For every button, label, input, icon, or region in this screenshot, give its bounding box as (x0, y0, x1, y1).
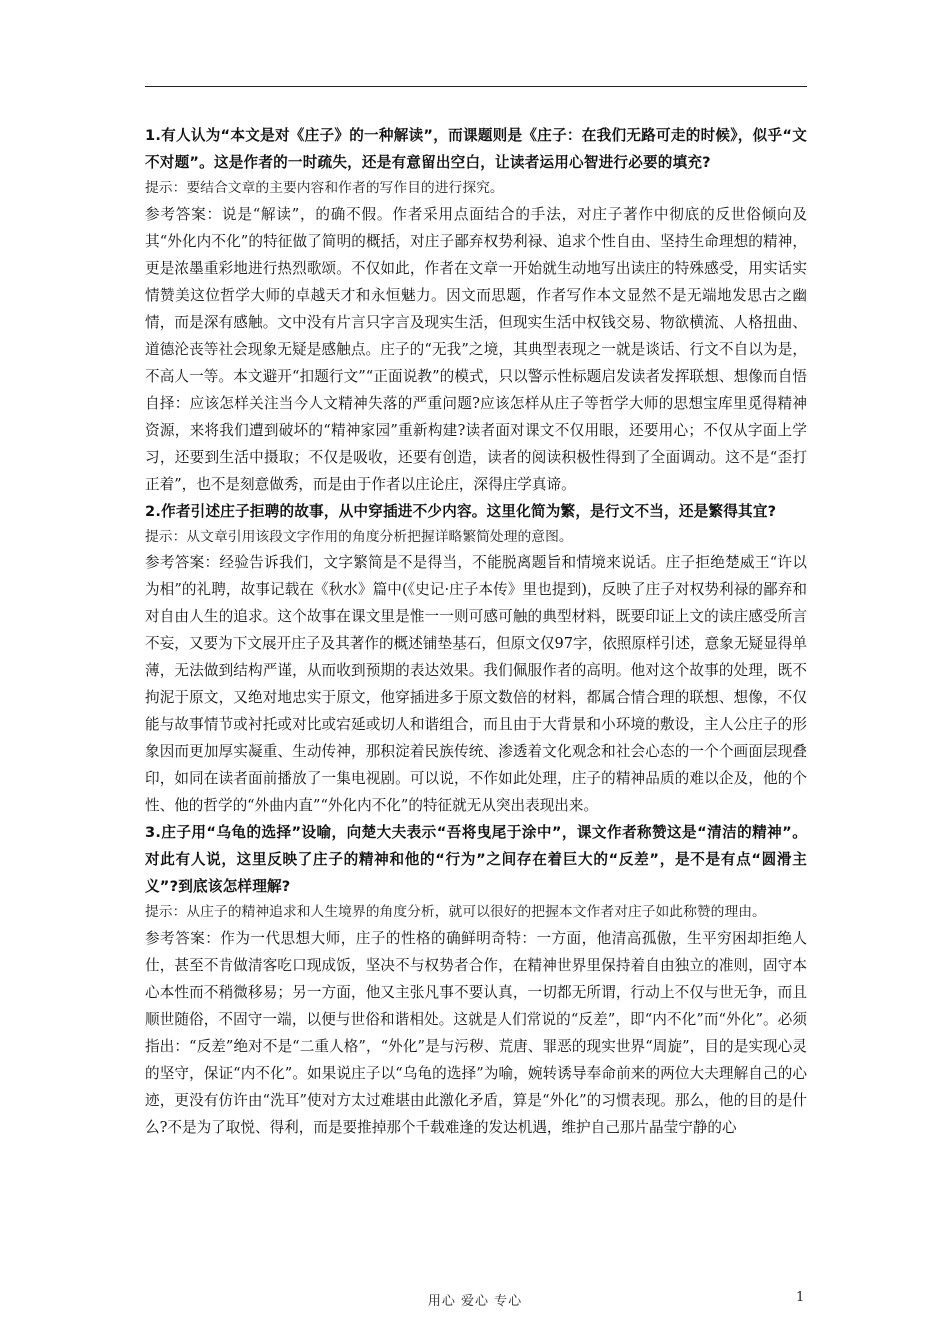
question-2: 2.作者引述庄子拒聘的故事，从中穿插进不少内容。这里化简为繁，是行文不当，还是繁得其宜? (145, 502, 777, 520)
question-1: 1.有人认为“本文是对《庄子》的一种解读”，而课题则是《庄子：在我们无路可走的时候》，似乎“文不对题”。这是作者的一时疏失，还是有意留出空白，让读者运用心智进行必要的填充? (145, 127, 807, 171)
hint-1: 提示：要结合文章的主要内容和作者的写作目的进行探究。 (145, 180, 504, 196)
question-3: 3.庄子用“乌龟的选择”设喻，向楚大夫表示“吾将曳尾于涂中”，课文作者称赞这是“清洁的精神”。对此有人说，这里反映了庄子的精神和他的“行为”之间存在着巨大的“反差”，是不是有点“圆滑主义”?到底该怎样理解? (145, 824, 807, 895)
answer-2: 参考答案：经验告诉我们，文字繁简是不是得当，不能脱离题旨和情境来说话。庄子拒绝楚威王“许以为相”的礼聘，故事记载在《秋水》篇中(《史记·庄子本传》里也提到)，反映了庄子对权势利禄的鄙弃和对自由人生的追求。这个故事在课文里是惟一一则可感可触的典型材料，既要印证上文的读庄感受所言不妄，又要为下文展开庄子及其著作的概述铺垫基石，但原文仅97字，依照原样引述，意象无疑显得单薄，无法做到结构严谨，从而收到预期的表达效果。我们佩服作者的高明。他对这个故事的处理，既不拘泥于原文，又绝对地忠实于原文，他穿插进多于原文数倍的材料，都属合情合理的联想、想像，不仅能与故事情节或衬托或对比或宕延或切人和谐组合，而且由于大背景和小环境的敷设，主人公庄子的形象因而更加厚实凝重、生动传神，那积淀着民族传统、渗透着文化观念和社会心态的一个个画面层现叠印，如同在读者面前播放了一集电视剧。可以说，不作如此处理，庄子的精神品质的难以企及，他的个性、他的哲学的“外曲内直”“外化内不化”的特征就无从突出表现出来。 (145, 554, 807, 814)
hint-2: 提示：从文章引用该段文字作用的角度分析把握详略繁简处理的意图。 (145, 528, 573, 545)
hint-3: 提示：从庄子的精神追求和人生境界的角度分析，就可以很好的把握本文作者对庄子如此称赞的理由。 (145, 904, 766, 920)
document-body (145, 122, 807, 1141)
answer-3: 参考答案：作为一代思想大师，庄子的性格的确鲜明奇特：一方面，他清高孤傲，生平穷困却拒绝人仕，甚至不肯做清客吃口现成饭，坚决不与权势者合作，在精神世界里保持着自由独立的准则，固守本心本性而不稍微移易；另一方面，他又主张凡事不要认真，一切都无所谓，行动上不仅与世无争，而且顺世随俗，不固守一端，以便与世俗和谐相处。这就是人们常说的“反差”，即“内不化”而“外化”。必须指出：“反差”绝对不是“二重人格”，“外化”是与污秽、荒唐、罪恶的现实世界“周旋”，目的是实现心灵的坚守，保证“内不化”。如果说庄子以“乌龟的选择”为喻，婉转诱导奉命前来的两位大夫理解自己的心迹，更没有仿许由“洗耳”使对方太过难堪由此激化矛盾，算是“外化”的习惯表现。那么，他的目的是什么?不是为了取悦、得利，而是要推掉那个千载难逢的发达机遇，维护自己那片晶莹宁静的心 (145, 929, 807, 1136)
qa-item-2 (145, 498, 807, 820)
qa-item-1 (145, 122, 807, 498)
qa-item-3 (145, 819, 807, 1141)
header-rule (145, 86, 807, 87)
answer-1: 参考答案：说是“解读”，的确不假。作者采用点面结合的手法，对庄子著作中彻底的反世俗倾向及其“外化内不化”的特征做了简明的概括，对庄子鄙弃权势利禄、追求个性自由、坚持生命理想的精神，更是浓墨重彩地进行热烈歌颂。不仅如此，作者在文章一开始就生动地写出读庄的特殊感受，用实话实情赞美这位哲学大师的卓越天才和永恒魅力。因文而思题，作者写作本文显然不是无端地发思古之幽情，而是深有感触。文中没有片言只字言及现实生活，但现实生活中权钱交易、物欲横流、人格扭曲、道德沦丧等社会现象无疑是感触点。庄子的“无我”之境，其典型表现之一就是谈话、行文不自以为是，不高人一等。本文避开“扣题行文”“正面说教”的模式，只以警示性标题启发读者发挥联想、想像而自悟自择：应该怎样关注当今人文精神失落的严重问题?应该怎样从庄子等哲学大师的思想宝库里觅得精神资源，来将我们遭到破坏的“精神家园”重新构建?读者面对课文不仅用眼，还要用心；不仅从字面上学习，还要到生活中摄取；不仅是吸收，还要有创造，读者的阅读积极性得到了全面调动。这不是“歪打正着”，也不是刻意做秀，而是由于作者以庄论庄，深得庄学真谛。 (145, 205, 807, 493)
footer-motto: 用心 爱心 专心 (427, 1294, 523, 1309)
page-number: 1 (796, 1290, 805, 1305)
